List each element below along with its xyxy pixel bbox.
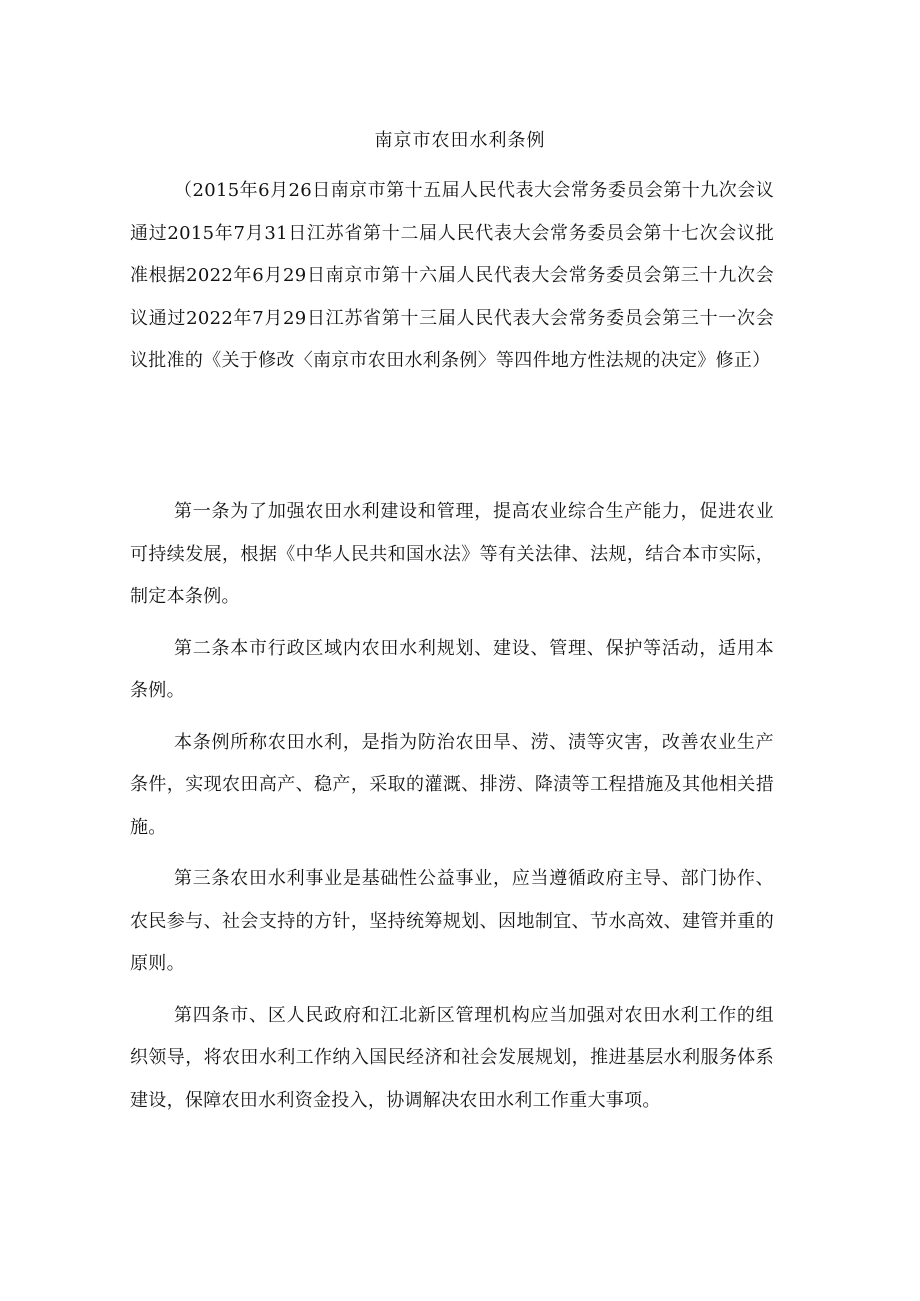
- document-preamble: （2015年6月26日南京市第十五届人民代表大会常务委员会第十九次会议通过2015年7月31日江苏省第十二届人民代表大会常务委员会第十七次会议批准根据2022年6月29日南京市第十六届人民代表大会常务委员会第三十九次会议通过2022年7月29日江苏省第十三届人民代表大会常务委员会第三十一次会议批准的《关于修改〈南京市农田水利条例〉等四件地方性法规的决定》修正）: [130, 180, 774, 371]
- document-body: [130, 491, 774, 1131]
- article-2-paragraph: 第二条本市行政区域内农田水利规划、建设、管理、保护等活动，适用本条例。: [130, 637, 774, 701]
- document-title: 南京市农田水利条例: [374, 130, 546, 151]
- article-2-definition-paragraph: 本条例所称农田水利，是指为防治农田旱、涝、渍等灾害，改善农业生产条件，实现农田高产、稳产，采取的灌溉、排涝、降渍等工程措施及其他相关措施。: [130, 731, 774, 838]
- article-4-paragraph: 第四条市、区人民政府和江北新区管理机构应当加强对农田水利工作的组织领导，将农田水利工作纳入国民经济和社会发展规划，推进基层水利服务体系建设，保障农田水利资金投入，协调解决农田水利工作重大事项。: [130, 1004, 774, 1111]
- article-3-paragraph: 第三条农田水利事业是基础性公益事业，应当遵循政府主导、部门协作、农民参与、社会支持的方针，坚持统筹规划、因地制宜、节水高效、建管并重的原则。: [130, 868, 774, 974]
- article-1-paragraph: 第一条为了加强农田水利建设和管理，提高农业综合生产能力，促进农业可持续发展，根据《中华人民共和国水法》等有关法律、法规，结合本市实际，制定本条例。: [130, 501, 774, 607]
